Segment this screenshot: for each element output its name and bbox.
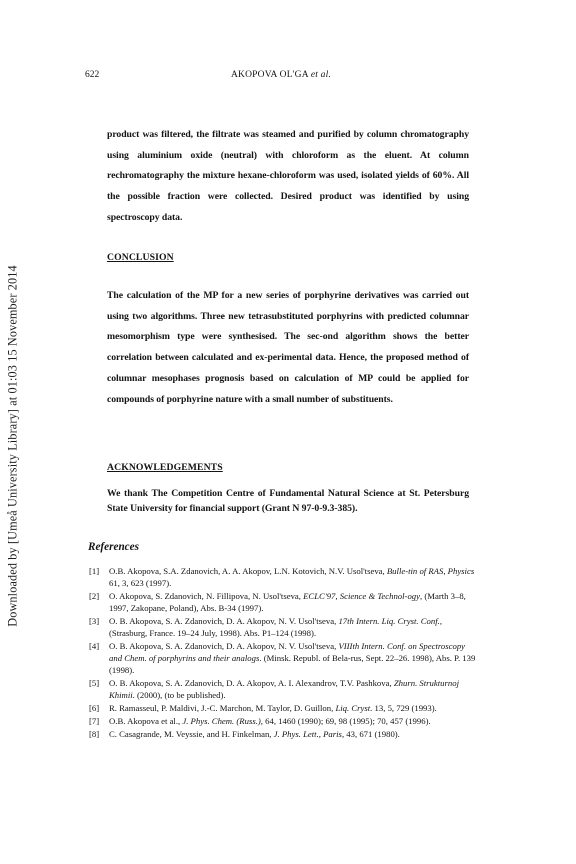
methods-paragraph: product was filtered, the filtrate was steamed and purified by column chromatography using aluminium oxide (neutral) with chloroform as the eluent. At column rechromatography the mixture hexane-chloroform was used, isolated yields of 60%. All the possible fraction were collected. Desired product was identified by using spectroscopy data. [107,129,469,223]
reference-text-run: , (Marth 3–8, 1997, Zakopane, Poland), Abs. B-34 (1997). [109,591,466,613]
reference-text-run: . (2000), (to be published). [132,690,226,700]
acknowledgements-paragraph: We thank The Competition Centre of Fundamental Natural Science at St. Petersburg State University for financial support (Grant N 97-0-9.3-385). [107,488,469,514]
reference-source: ECLC'97, Science & Technol-ogy [303,591,420,601]
download-watermark-text: Downloaded by [Umeå University Library] at 01:03 15 November 2014 [5,265,20,627]
reference-item [89,565,477,589]
reference-number: [3] [89,616,100,626]
reference-text-run: O. B. Akopova, S. A. Zdanovich, D. A. Akopov, N. V. Usol'tseva, [109,616,339,626]
reference-number: [8] [89,729,100,739]
reference-text [109,728,477,740]
reference-text [109,640,477,676]
references-list [89,565,477,741]
acknowledgements-heading: ACKNOWLEDGEMENTS [107,462,223,473]
reference-item [89,640,477,676]
conclusion-paragraph: The calculation of the MP for a new series of porphyrine derivatives was carried out using two algorithms. Three new tetrasubstituted porphyrins with predicted columnar mesomorphism type were synthesised. The sec-ond algorithm shows the better correlation between calculated and ex-perimental data. Hence, the proposed method of columnar mesophases prognosis based on calculation of MP could be applied for compounds of porphyrine nature with a small number of substituents. [107,290,469,405]
reference-text [109,590,477,614]
running-head [85,70,485,84]
page-number: 622 [85,70,100,80]
reference-number: [1] [89,566,100,576]
running-title [231,70,331,80]
reference-text [109,702,477,714]
reference-number: [2] [89,591,100,601]
reference-number: [5] [89,678,100,688]
reference-number: [7] [89,716,100,726]
reference-item [89,615,477,639]
reference-source: Liq. Cryst. [335,703,373,713]
reference-text-run: O.B. Akopova et al., [109,716,183,726]
reference-text-run: , (Strasburg, France. 19–24 July, 1998). Abs. P1–124 (1998). [109,616,442,638]
reference-text-run: 13, 5, 729 (1993). [372,703,437,713]
conclusion-heading: CONCLUSION [107,252,174,263]
reference-number: [4] [89,641,100,651]
reference-source: VIIIth Intern. Conf. on Spectroscopy and Chem. of porphyrins and their analogs [109,641,466,663]
reference-text-run: O.B. Akopova, S.A. Zdanovich, A. A. Akopov, L.N. Kotovich, N.V. Usol'tseva, [109,566,387,576]
running-title-etal: et al. [310,70,332,80]
reference-item [89,677,477,701]
reference-source: J. Phys. Chem. (Russ.) [182,716,261,726]
reference-item [89,702,477,714]
reference-text-run: R. Ramasseul, P. Maldivi, J.-C. Marchon, M. Taylor, D. Guillon, [109,703,336,713]
reference-text-run: C. Casagrande, M. Veyssie, and H. Finkelman, [109,729,274,739]
reference-text-run: . (Minsk. Republ. of Bela-rus, Sept. 22–26. 1998), Abs. P. 139 (1998). [109,653,476,675]
running-title-author: AKOPOVA OL'GA [231,70,309,80]
reference-source: J. Phys. Lett., Paris [273,729,342,739]
references-heading: References [88,541,139,553]
reference-text [109,615,477,639]
reference-text [109,715,477,727]
reference-text-run: , 64, 1460 (1990); 69, 98 (1995); 70, 457 (1996). [260,716,431,726]
reference-source: 17th Intern. Liq. Cryst. Conf. [338,616,440,626]
reference-number: [6] [89,703,100,713]
reference-text [109,677,477,701]
reference-source: Bulle-tin of RAS, Physics [386,566,475,576]
download-watermark [3,226,23,666]
reference-item [89,728,477,740]
reference-item [89,715,477,727]
reference-text-run: 61, 3, 623 (1997). [109,578,172,588]
reference-source: Zhurn. Strukturnoj Khimii [109,678,459,700]
reference-text-run: O. Akopova, S. Zdanovich, N. Fillipova, N. Usol'tseva, [109,591,304,601]
reference-text-run: O. B. Akopova, S. A. Zdanovich, D. A. Akopov, N. V. Usol'tseva, [109,641,339,651]
reference-text [109,565,477,589]
reference-text-run: O. B. Akopova, S. A. Zdanovich, D. A. Akopov, A. I. Alexandrov, T.V. Pashkova, [109,678,394,688]
reference-item [89,590,477,614]
reference-text-run: , 43, 671 (1980). [341,729,400,739]
